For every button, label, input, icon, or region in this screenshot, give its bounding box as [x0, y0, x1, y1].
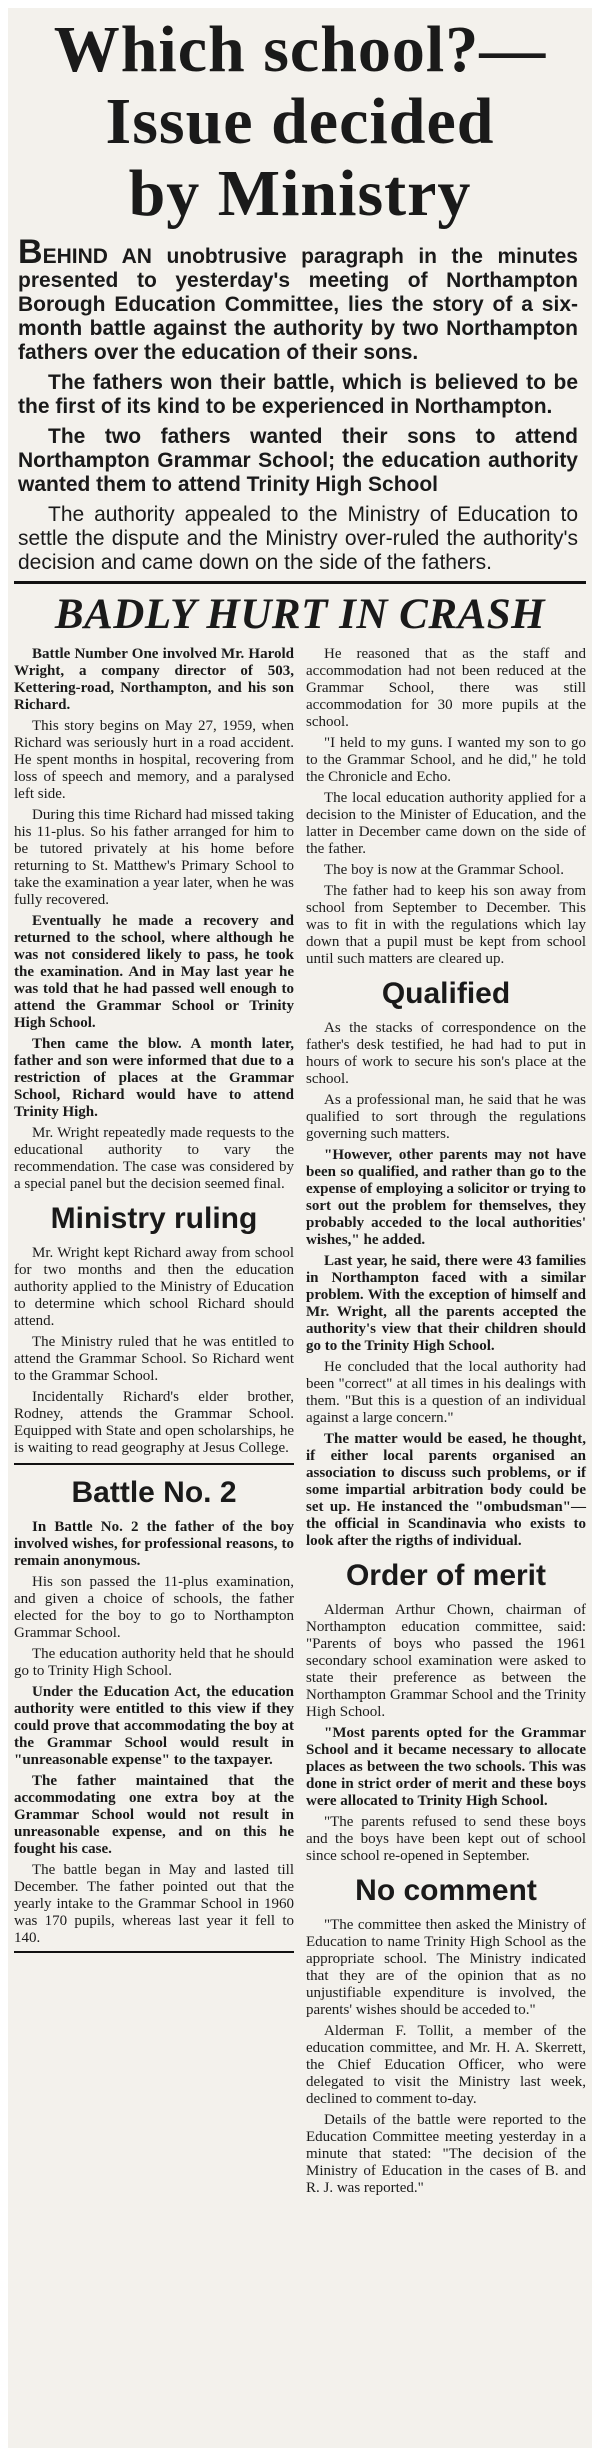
paragraph: As a professional man, he said that he was qualified to sort through the regulations governing such matters.	[306, 1092, 586, 1142]
paragraph: In Battle No. 2 the father of the boy involved wishes, for professional reasons, to remain anonymous.	[14, 1519, 294, 1569]
headline-line-3: by Ministry	[128, 157, 472, 230]
paragraph: Alderman F. Tollit, a member of the education committee, and Mr. H. A. Skerrett, the Chief Education Officer, who were delegated to visit the Ministry last week, declined to comment to-day.	[306, 2023, 586, 2107]
paragraph: "The committee then asked the Ministry of Education to name Trinity High School as the appropriate school. The Ministry indicated that they are of the opinion that as no unjustifiable expenditure is involved, the parents' wishes should be acceded to."	[306, 1917, 586, 2018]
section-heading-battle-2: Battle No. 2	[71, 1476, 237, 1509]
paragraph: The father had to keep his son away from school from September to December. This was to fit in with the regulations which lay down that a pupil must be kept from school until such matters are cleared up.	[306, 883, 586, 967]
paragraph: Eventually he made a recovery and returned to the school, where although he was not considered likely to pass, he took the examination. And in May last year he was told that he had passed well enough to attend the Grammar School or Trinity High School.	[14, 913, 294, 1031]
paragraph: Then came the blow. A month later, father and son were informed that due to a restriction of places at the Grammar School, Richard would have to attend Trinity High.	[14, 1036, 294, 1120]
paragraph: The battle began in May and lasted till December. The father pointed out that the yearly intake to the Grammar School in 1960 was 170 pupils, whereas last year it fell to 140.	[14, 1862, 294, 1946]
lead-p1	[18, 233, 578, 365]
drop-cap: B	[18, 233, 43, 271]
paragraph: "However, other parents may not have been so qualified, and rather than go to the expense of employing a solicitor or trying to sort out the problem for themselves, they probably acceded to the local authorities' wishes," he added.	[306, 1147, 586, 1248]
paragraph: This story begins on May 27, 1959, when Richard was seriously hurt in a road accident. He spent months in hospital, recovering from loss of speech and memory, and a paralysed left side.	[14, 718, 294, 802]
paragraph: During this time Richard had missed taking his 11-plus. So his father arranged for him to be tutored privately at his home before returning to St. Matthew's Primary School to take the examination a year later, when he was fully recovered.	[14, 807, 294, 908]
paragraph: He reasoned that as the staff and accommodation had not been reduced at the Grammar School, there was still accommodation for 30 more pupils at the school.	[306, 646, 586, 730]
headline-line-1: Which school?—	[53, 13, 547, 86]
paragraph: He concluded that the local authority had been "correct" at all times in his dealings with them. "But this is a question of an individual against a large concern."	[306, 1359, 586, 1426]
paragraph: The Ministry ruled that he was entitled to attend the Grammar School. So Richard went to the Grammar School.	[14, 1334, 294, 1384]
paragraph: Under the Education Act, the education authority were entitled to this view if they could prove that accommodating the boy at the Grammar School would result in "unreasonable expense" to the taxpayer.	[14, 1684, 294, 1768]
lead-p4: The authority appealed to the Ministry of Education to settle the dispute and the Ministry over-ruled the authority's decision and came down on the side of the fathers.	[18, 503, 578, 574]
section-heading-no-comment: No comment	[355, 1874, 537, 1907]
paragraph: Mr. Wright kept Richard away from school for two months and then the education authority applied to the Ministry of Education to determine which school Richard should attend.	[14, 1245, 294, 1329]
paragraph: The father maintained that the accommodating one extra boy at the Grammar School would not result in unreasonable expense, and on this he fought his case.	[14, 1773, 294, 1857]
paragraph: Last year, he said, there were 43 families in Northampton faced with a similar problem. With the exception of himself and Mr. Wright, all the parents accepted the authority's view that their children should go to the Trinity High School.	[306, 1253, 586, 1354]
headline	[8, 14, 592, 230]
paragraph: The matter would be eased, he thought, if either local parents organised an association to discuss such problems, or if some impartial arbitration body could be set up. He instanced the "ombudsman"—the official in Scandinavia who exists to look after the rigths of individual.	[306, 1431, 586, 1549]
lead-p3: The two fathers wanted their sons to attend Northampton Grammar School; the education authority wanted them to attend Trinity High School	[18, 425, 578, 496]
lead-p1-text: EHIND AN unobtrusive paragraph in the minutes presented to yesterday's meeting of Northampton Borough Education Committee, lies the story of a six-month battle against the authority by two Northampton fathers over the education of their sons.	[18, 245, 578, 364]
paragraph: Details of the battle were reported to the Education Committee meeting yesterday in a minute that stated: "The decision of the Ministry of Education in the cases of B. and R. J. was reported."	[306, 2112, 586, 2196]
newspaper-clipping	[8, 8, 592, 2448]
paragraph: The boy is now at the Grammar School.	[324, 862, 564, 878]
article-columns	[8, 646, 592, 2201]
section-heading-qualified: Qualified	[381, 977, 511, 1010]
paragraph: His son passed the 11-plus examination, and given a choice of schools, the father elected for the boy to go to Northampton Grammar School.	[14, 1574, 294, 1641]
paragraph: Battle Number One involved Mr. Harold Wright, a company director of 503, Kettering-road, Northampton, and his son Richard.	[14, 646, 294, 713]
lead-paragraphs	[8, 233, 592, 575]
paragraph: As the stacks of correspondence on the father's desk testified, he had had to put in hours of work to secure his son's place at the school.	[306, 1020, 586, 1087]
paragraph: Alderman Arthur Chown, chairman of Northampton education committee, said: "Parents of boys who passed the 1961 secondary school examination were asked to state their preference as between the Northampton Grammar School and the Trinity High School.	[306, 1602, 586, 1720]
paragraph: "I held to my guns. I wanted my son to go to the Grammar School, and he did," he told the Chronicle and Echo.	[306, 735, 586, 785]
section-heading-order-of-merit: Order of merit	[345, 1559, 547, 1592]
battle-two-box	[14, 1463, 294, 1953]
lead-p2: The fathers won their battle, which is believed to be the first of its kind to be experienced in Northampton.	[18, 371, 578, 418]
section-divider	[14, 581, 586, 584]
section-heading-ministry-ruling: Ministry ruling	[50, 1202, 258, 1235]
paragraph: "Most parents opted for the Grammar School and it became necessary to allocate places as between the two schools. This was done in strict order of merit and these boys were allocated to Trinity High School.	[306, 1725, 586, 1809]
paragraph: Mr. Wright repeatedly made requests to the educational authority to vary the recommendation. The case was considered by a special panel but the decision seemed final.	[14, 1125, 294, 1192]
paragraph: Incidentally Richard's elder brother, Rodney, attends the Grammar School. Equipped with State and open scholarships, he is waiting to read geography at Jesus College.	[14, 1389, 294, 1456]
paragraph: The education authority held that he should go to Trinity High School.	[14, 1646, 294, 1679]
subheadline: BADLY HURT IN CRASH	[54, 591, 546, 638]
paragraph: "The parents refused to send these boys and the boys have been kept out of school since school re-opened in September.	[306, 1814, 586, 1864]
left-column	[14, 646, 294, 2201]
paragraph: The local education authority applied for a decision to the Minister of Education, and the latter in December came down on the side of the father.	[306, 790, 586, 857]
headline-line-2: Issue decided	[105, 85, 495, 158]
right-column	[306, 646, 586, 2201]
